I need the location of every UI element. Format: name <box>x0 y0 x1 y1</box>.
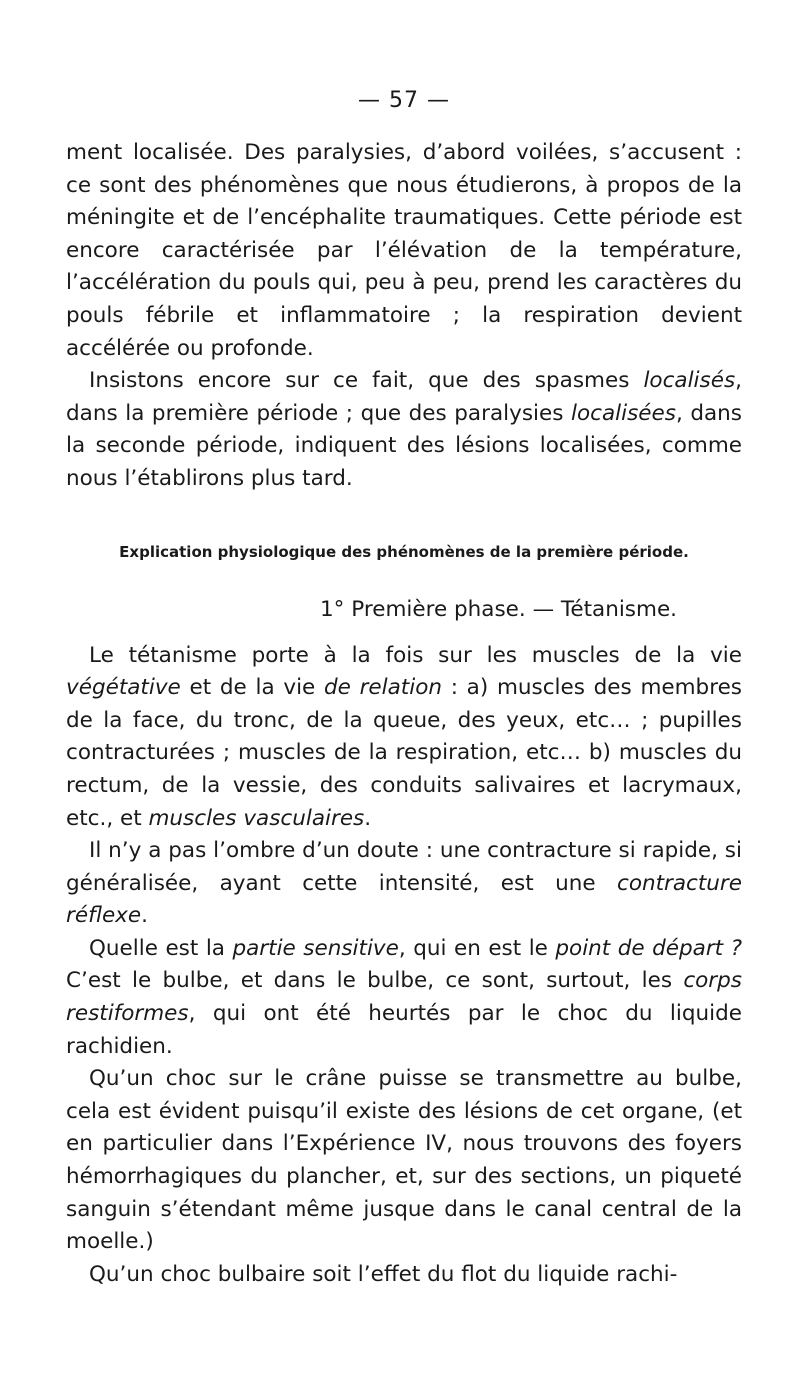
italic-term: localisées <box>571 400 676 426</box>
italic-term: muscles vasculaires <box>148 805 365 831</box>
italic-term: localisés <box>643 368 736 394</box>
section-heading: Explication physiologique des phénomènes de la première période. <box>119 542 689 561</box>
subsection-heading: 1° Première phase. — Tétanisme. <box>320 596 678 622</box>
paragraph-6: Qu’un choc sur le crâne puisse se transmettre au bulbe, cela est évident puisqu’il existe des lésions de cet organe, (et en particulier dans l’Expérience IV, nous trouvons des foyers hémorrhagiques du plancher, et, sur des sections, un piqueté sanguin s’étendant même jusque dans le canal central de la moelle.) <box>66 1066 742 1255</box>
paragraph-2: Insistons encore sur ce fait, que des spasmes localisés, dans la première période ; que des paralysies localisées, dans la seconde période, indiquent des lésions localisées, comme nous l’établirons plus tard. <box>66 368 742 491</box>
page-number: — 57 — <box>358 88 450 113</box>
italic-term: contracture réflexe <box>66 870 742 929</box>
paragraph-3: Le tétanisme porte à la fois sur les muscles de la vie végétative et de la vie de relation : a) muscles des membres de la face, du tronc, de la queue, des yeux, etc… ; pupilles contracturées ; muscles de la respiration, etc… b) muscles du rectum, de la vessie, des conduits salivaires et lacrymaux, etc., et muscles vasculaires. <box>66 642 743 831</box>
italic-term: corps restiformes <box>66 968 742 1027</box>
paragraph-1: ment localisée. Des paralysies, d’abord voilées, s’accusent : ce sont des phénomènes que nous étudierons, à propos de la méningite et de l’encéphalite traumatiques. Cette période est encore caractérisée par l’élévation de la température, l’accélération du pouls qui, peu à peu, prend les caractères du pouls fébrile et inflammatoire ; la respiration devient accélérée ou profonde. <box>66 140 742 361</box>
paragraph-4: Il n’y a pas l’ombre d’un doute : une contracture si rapide, si généralisée, ayant cette intensité, est une contracture réflexe. <box>66 838 742 929</box>
paragraph-7: Qu’un choc bulbaire soit l’effet du flot du liquide rachi- <box>89 1261 678 1287</box>
paragraph-5: Quelle est la partie sensitive, qui en est le point de départ ? C’est le bulbe, et dans le bulbe, ce sont, surtout, les corps restiformes, qui ont été heurtés par le choc du liquide rachidien. <box>66 935 743 1059</box>
italic-term: végétative <box>66 675 181 701</box>
italic-term: point de départ ? <box>555 935 743 961</box>
italic-term: de relation <box>323 675 442 701</box>
italic-term: partie sensitive <box>232 935 399 961</box>
